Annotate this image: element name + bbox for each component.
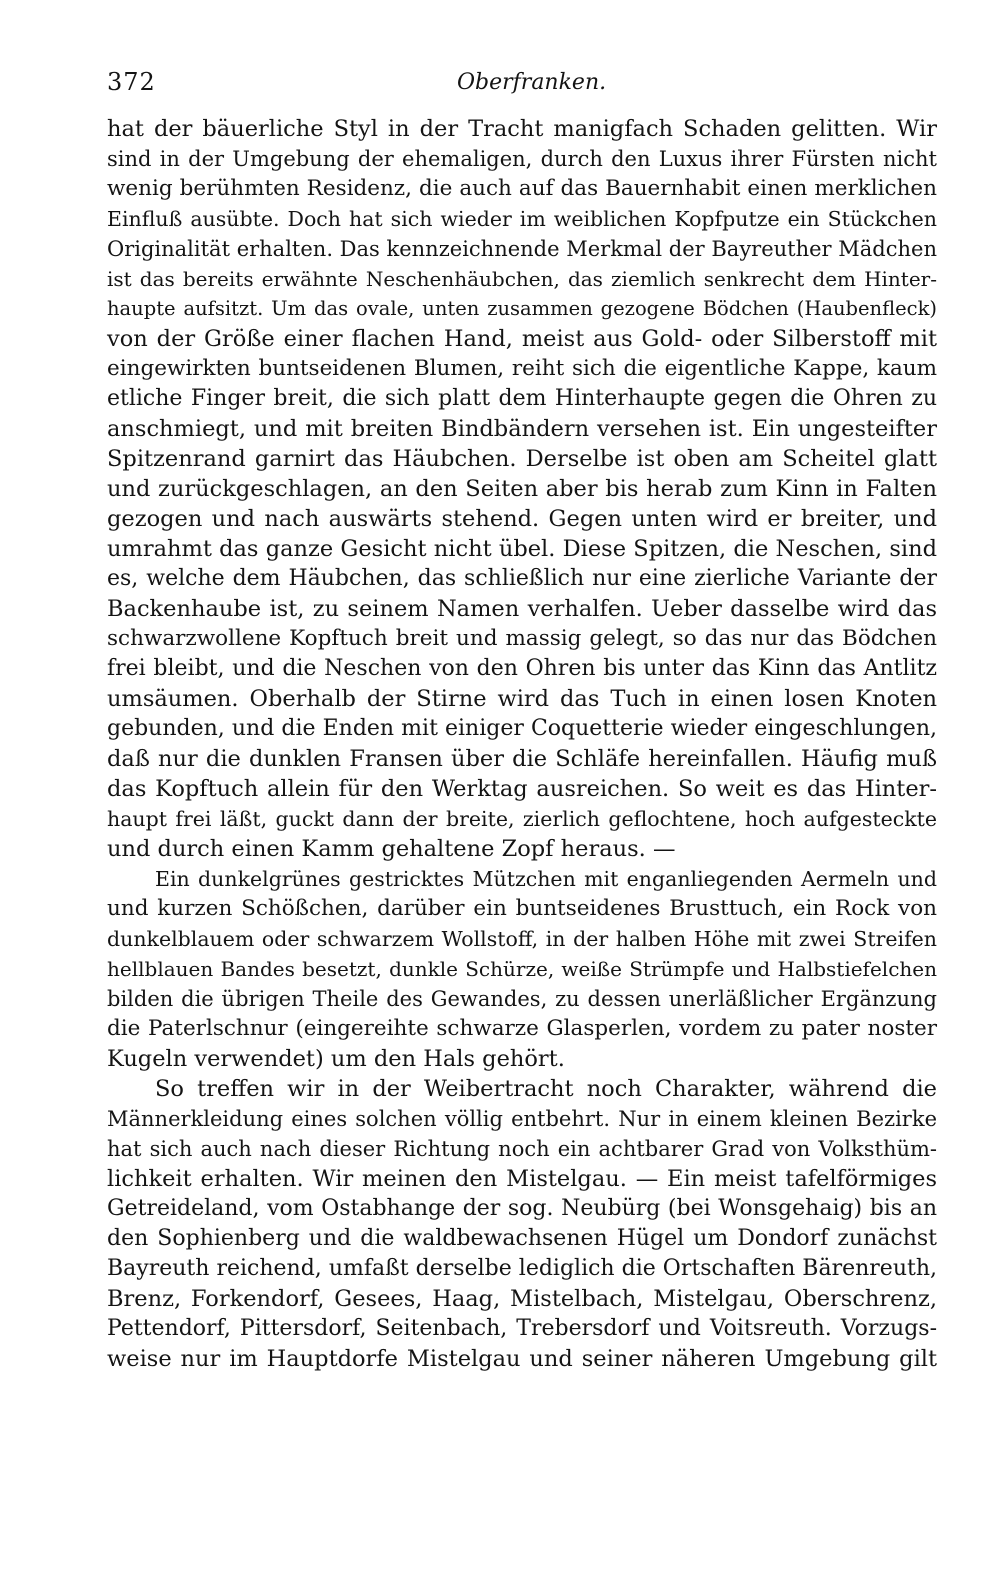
- text-line: wenig berühmten Residenz, die auch auf das Bauernhabit einen merklichen: [107, 176, 937, 201]
- text-line: die Paterlschnur (eingereihte schwarze Glasperlen, vordem zu pater noster: [107, 1016, 937, 1041]
- text-line: Bayreuth reichend, umfaßt derselbe lediglich die Ortschaften Bärenreuth,: [107, 1256, 937, 1281]
- text-line: eingewirkten buntseidenen Blumen, reiht sich die eigentliche Kappe, kaum: [107, 356, 937, 381]
- text-line: gebunden, und die Enden mit einiger Coquetterie wieder eingeschlungen,: [107, 716, 937, 741]
- text-line: umsäumen. Oberhalb der Stirne wird das Tuch in einen losen Knoten: [107, 686, 937, 712]
- text-line: Kugeln verwendet) um den Hals gehört.: [107, 1046, 565, 1072]
- text-line: von der Größe einer flachen Hand, meist aus Gold- oder Silberstoff mit: [107, 326, 937, 352]
- text-line: hat der bäuerliche Styl in der Tracht manigfach Schaden gelitten. Wir: [107, 116, 937, 142]
- text-line: Originalität erhalten. Das kennzeichnende Merkmal der Bayreuther Mädchen: [107, 237, 937, 261]
- text-line: schwarzwollene Kopftuch breit und massig gelegt, so das nur das Bödchen: [107, 626, 937, 651]
- text-line: Pettendorf, Pittersdorf, Seitenbach, Trebersdorf und Voitsreuth. Vorzugs-: [107, 1316, 937, 1341]
- text-line: hat sich auch nach dieser Richtung noch ein achtbarer Grad von Volksthüm-: [107, 1137, 937, 1161]
- text-line: ist das bereits erwähnte Neschenhäubchen, das ziemlich senkrecht dem Hinter-: [107, 267, 937, 291]
- text-line: und durch einen Kamm gehaltene Zopf heraus. —: [107, 836, 676, 862]
- text-line: So treffen wir in der Weibertracht noch Charakter, während die: [155, 1076, 937, 1102]
- text-line: hellblauen Bandes besetzt, dunkle Schürze, weiße Strümpfe und Halbstiefelchen: [107, 957, 937, 981]
- text-line: daß nur die dunklen Fransen über die Schläfe hereinfallen. Häufig muß: [107, 746, 937, 772]
- page-number: 372: [107, 68, 156, 96]
- text-line: frei bleibt, und die Neschen von den Ohren bis unter das Kinn das Antlitz: [107, 656, 937, 681]
- text-line: Spitzenrand garnirt das Häubchen. Derselbe ist oben am Scheitel glatt: [107, 446, 937, 472]
- text-line: Brenz, Forkendorf, Gesees, Haag, Mistelbach, Mistelgau, Oberschrenz,: [107, 1286, 937, 1312]
- text-line: gezogen und nach auswärts stehend. Gegen unten wird er breiter, und: [107, 506, 937, 532]
- body-text: [107, 114, 937, 1374]
- page-header: [107, 60, 937, 100]
- text-line: es, welche dem Häubchen, das schließlich nur eine zierliche Variante der: [107, 566, 937, 591]
- text-line: weise nur im Hauptdorfe Mistelgau und seiner näheren Umgebung gilt: [107, 1346, 937, 1372]
- text-line: haupte aufsitzt. Um das ovale, unten zusammen gezogene Bödchen (Haubenfleck): [107, 297, 937, 320]
- text-line: und kurzen Schößchen, darüber ein buntseidenes Brusttuch, ein Rock von: [107, 896, 937, 921]
- text-line: dunkelblauem oder schwarzem Wollstoff, in der halben Höhe mit zwei Streifen: [107, 927, 937, 951]
- text-line: und zurückgeschlagen, an den Seiten aber bis herab zum Kinn in Falten: [107, 476, 937, 502]
- text-line: Backenhaube ist, zu seinem Namen verhalfen. Ueber dasselbe wird das: [107, 596, 937, 622]
- text-line: sind in der Umgebung der ehemaligen, durch den Luxus ihrer Fürsten nicht: [107, 147, 937, 171]
- text-line: den Sophienberg und die waldbewachsenen Hügel um Dondorf zunächst: [107, 1226, 937, 1251]
- text-line: Einfluß ausübte. Doch hat sich wieder im weiblichen Kopfputze ein Stückchen: [107, 207, 937, 231]
- text-line: Getreideland, vom Ostabhange der sog. Neubürg (bei Wonsgehaig) bis an: [107, 1196, 937, 1221]
- text-line: bilden die übrigen Theile des Gewandes, zu dessen unerläßlicher Ergänzung: [107, 987, 937, 1011]
- text-line: das Kopftuch allein für den Werktag ausreichen. So weit es das Hinter-: [107, 776, 937, 802]
- text-line: etliche Finger breit, die sich platt dem Hinterhaupte gegen die Ohren zu: [107, 386, 937, 411]
- text-line: lichkeit erhalten. Wir meinen den Mistelgau. — Ein meist tafelförmiges: [107, 1166, 937, 1192]
- text-line: umrahmt das ganze Gesicht nicht übel. Diese Spitzen, die Neschen, sind: [107, 536, 937, 562]
- text-line: Ein dunkelgrünes gestricktes Mützchen mit enganliegenden Aermeln und: [155, 867, 937, 891]
- running-head: Oberfranken.: [457, 70, 607, 95]
- text-line: haupt frei läßt, guckt dann der breite, zierlich geflochtene, hoch aufgesteckte: [107, 807, 937, 831]
- text-line: Männerkleidung eines solchen völlig entbehrt. Nur in einem kleinen Bezirke: [107, 1107, 937, 1131]
- text-line: anschmiegt, und mit breiten Bindbändern versehen ist. Ein ungesteifter: [107, 416, 937, 442]
